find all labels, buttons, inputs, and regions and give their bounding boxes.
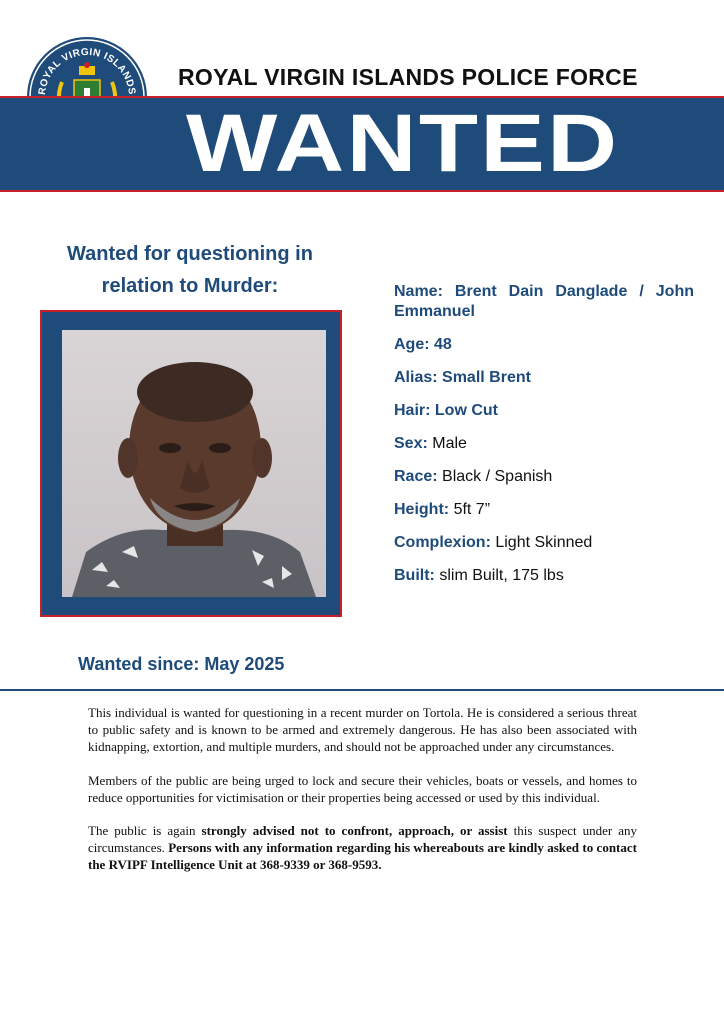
detail-hair bbox=[394, 401, 694, 421]
notice-body bbox=[88, 704, 637, 890]
detail-race-label: Race: bbox=[394, 468, 438, 485]
detail-sex-label: Sex: bbox=[394, 435, 428, 452]
heading-line-2: relation to Murder: bbox=[101, 275, 279, 297]
detail-alias-label: Alias: bbox=[394, 369, 438, 386]
detail-complexion-label: Complexion: bbox=[394, 534, 491, 551]
section-divider bbox=[0, 689, 724, 691]
detail-hair-value: Low Cut bbox=[434, 402, 498, 419]
detail-race-value: Black / Spanish bbox=[442, 468, 553, 485]
logo-top-text: ROYAL VIRGIN ISLANDS bbox=[36, 46, 138, 96]
detail-age bbox=[394, 335, 694, 355]
detail-alias-value: Small Brent bbox=[442, 369, 531, 386]
detail-age-value: 48 bbox=[434, 336, 452, 353]
suspect-details bbox=[394, 282, 694, 599]
suspect-photo-frame bbox=[40, 310, 342, 617]
detail-height-value: 5ft 7” bbox=[453, 501, 491, 518]
detail-complexion-value: Light Skinned bbox=[495, 534, 593, 551]
detail-hair-label: Hair: bbox=[394, 402, 431, 419]
detail-built-value: slim Built, 175 lbs bbox=[439, 567, 564, 584]
notice-paragraph-1: This individual is wanted for questioning in a recent murder on Tortola. He is considered a serious threat to public safety and is known to be armed and extremely dangerous. He has also been associated with kidnapping, extortion, and multiple murders, and should not be approached under any circumstances. bbox=[88, 705, 637, 755]
detail-name-value: Brent Dain Danglade / John Emmanuel bbox=[394, 283, 694, 320]
p3-emphasis-contact: Persons with any information regarding his whereabouts are kindly asked to contact the RVIPF Intelligence Unit at 368-9339 or 368-9593. bbox=[88, 840, 637, 873]
p3-emphasis-advice: strongly advised not to confront, approach, or assist bbox=[201, 823, 508, 839]
heading-line-1: Wanted for questioning in bbox=[67, 243, 313, 265]
detail-alias bbox=[394, 368, 694, 388]
p3-text-a: The public is again bbox=[88, 823, 202, 839]
detail-height bbox=[394, 500, 694, 520]
banner-bottom-rule bbox=[0, 190, 724, 192]
notice-paragraph-3 bbox=[88, 822, 637, 874]
detail-age-label: Age: bbox=[394, 336, 430, 353]
detail-sex bbox=[394, 434, 694, 454]
detail-built-label: Built: bbox=[394, 567, 435, 584]
wanted-since-date: Wanted since: May 2025 bbox=[78, 654, 285, 674]
detail-name-label: Name: bbox=[394, 283, 443, 300]
notice-paragraph-2: Members of the public are being urged to lock and secure their vehicles, boats or vessels, and homes to reduce opportunities for victimisation or their properties being accessed or used by this individual. bbox=[88, 772, 637, 805]
detail-sex-value: Male bbox=[432, 435, 467, 452]
suspect-photo bbox=[62, 330, 326, 597]
p3-text-c: this suspect under any circumstances. bbox=[88, 823, 638, 856]
detail-built bbox=[394, 566, 694, 586]
detail-race bbox=[394, 467, 694, 487]
agency-name: ROYAL VIRGIN ISLANDS POLICE FORCE bbox=[178, 64, 638, 90]
detail-height-label: Height: bbox=[394, 501, 450, 518]
wanted-title: WANTED bbox=[186, 98, 620, 189]
detail-complexion bbox=[394, 533, 694, 553]
detail-name bbox=[394, 282, 694, 322]
wanted-reason-heading bbox=[40, 238, 340, 302]
